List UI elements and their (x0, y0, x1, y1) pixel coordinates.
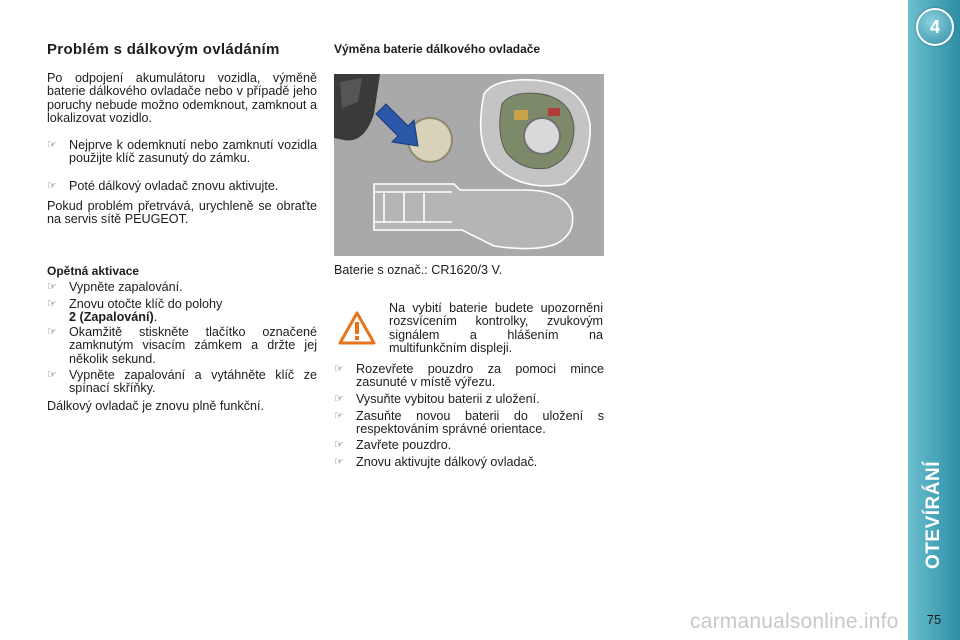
chapter-number: 4 (929, 17, 940, 37)
hand-pointer-icon: ☞ (334, 456, 344, 468)
list-item: ☞ Zavřete pouzdro. (334, 438, 452, 452)
page-number: 75 (926, 612, 942, 627)
watermark: carmanualsonline.info (690, 610, 899, 633)
hand-pointer-icon: ☞ (334, 393, 344, 405)
battery-type-caption: Baterie s označ.: CR1620/3 V. (334, 263, 503, 277)
intro-paragraph: Po odpojení akumulátoru vozidla, výměně baterie dálkového ovladače nebo v případě jeho poruchy nebude možno odemknout, zamknout a lokalizovat vozidlo. (47, 71, 317, 126)
hand-pointer-icon: ☞ (47, 369, 57, 381)
hand-pointer-icon: ☞ (47, 139, 57, 151)
battery-section-title: Výměna baterie dálkového ovladače (334, 42, 541, 56)
list-item: ☞ Rozevřete pouzdro za pomoci mince zasunuté v místě výřezu. (334, 362, 604, 390)
list-item: ☞ Znovu aktivujte dálkový ovladač. (334, 455, 538, 469)
list-item: ☞ Poté dálkový ovladač znovu aktivujte. (47, 179, 279, 193)
list-item: ☞ Znovu otočte klíč do polohy 2 (Zapalování). (47, 297, 223, 325)
chapter-label: OTEVÍRÁNÍ (923, 461, 944, 569)
remote-battery-photo (334, 74, 604, 256)
list-item: ☞ Okamžitě stiskněte tlačítko označené zamknutým visacím zámkem a držte jej několik sekund. (47, 325, 317, 366)
hand-pointer-icon: ☞ (47, 298, 57, 310)
hand-pointer-icon: ☞ (334, 410, 344, 422)
list-item: ☞ Vypněte zapalování a vytáhněte klíč ze spínací skříňky. (47, 368, 317, 396)
outro-paragraph: Pokud problém přetrvává, urychleně se obraťte na servis sítě PEUGEOT. (47, 199, 317, 227)
hand-pointer-icon: ☞ (47, 281, 57, 293)
closing-paragraph: Dálkový ovladač je znovu plně funkční. (47, 399, 265, 413)
warning-triangle-icon (338, 311, 376, 345)
list-item: ☞ Vypněte zapalování. (47, 280, 183, 294)
warning-text: Na vybití baterie budete upozorněni rozsvícením kontrolky, zvukovým signálem a hlášením na multifunkčním displeji. (389, 301, 603, 356)
hand-pointer-icon: ☞ (47, 180, 57, 192)
list-item: ☞ Nejprve k odemknutí nebo zamknutí vozidla použijte klíč zasunutý do zámku. (47, 138, 317, 166)
hand-pointer-icon: ☞ (334, 363, 344, 375)
reactivation-title: Opětná aktivace (47, 264, 140, 278)
section-title: Problém s dálkovým ovládáním (47, 41, 280, 58)
list-item: ☞ Vysuňte vybitou baterii z uložení. (334, 392, 540, 406)
hand-pointer-icon: ☞ (47, 326, 57, 338)
list-item: ☞ Zasuňte novou baterii do uložení s respektováním správné orientace. (334, 409, 604, 437)
hand-pointer-icon: ☞ (334, 439, 344, 451)
